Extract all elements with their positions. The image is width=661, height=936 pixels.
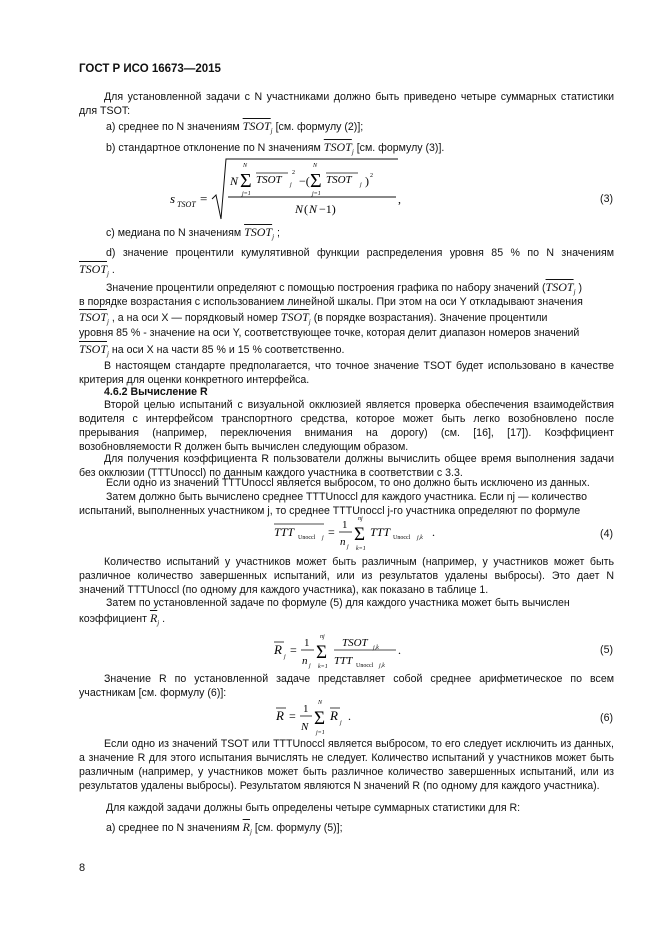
item-text: а) среднее по N значениям <box>106 121 240 133</box>
math-tsot-j: TSOT <box>280 310 309 324</box>
svg-text:.: . <box>348 709 351 723</box>
list-item-c: с) медиана по N значениям $TSOT_j$ ; <box>106 225 280 242</box>
svg-text:j: j <box>360 182 362 188</box>
math-tsot-j: TSOT <box>545 280 574 294</box>
svg-text:n: n <box>340 536 346 548</box>
svg-text:j: j <box>340 720 342 726</box>
svg-text:−(: −( <box>299 174 310 188</box>
item-ref: [см. формулу (5)]; <box>254 822 343 834</box>
svg-text:.: . <box>398 643 401 657</box>
svg-text:j=1: j=1 <box>316 730 325 736</box>
math-tsot-j: TSOT <box>79 310 108 324</box>
paragraph-summary-stats <box>79 90 614 118</box>
paragraph-percentile-line-5: $TSOT_j$ на оси X на части 85 % и 15 % соответственно. <box>79 342 345 359</box>
svg-text:R: R <box>274 642 282 657</box>
paragraph-percentile-line-4: уровня 85 % - значение на оси Y, соответствующее точке, которая делит диапазон номеров значений <box>79 327 580 339</box>
formula-6 <box>274 696 364 740</box>
item-text: с) медиана по N значениям <box>106 227 242 239</box>
list-item-d-cont: $TSOT_j$ . <box>79 262 115 279</box>
svg-text:Σ: Σ <box>354 524 366 545</box>
svg-text:TTT: TTT <box>334 655 353 667</box>
svg-text:Unoccl: Unoccl <box>356 663 374 669</box>
svg-text:j=1: j=1 <box>312 191 321 197</box>
paragraph-count: Количество испытаний у участников может быть различным (например, у участников может быть различное количество завершенных испытаний, или из результатов удалены выбросы). Это дает N значений TTTUnoccl (по одному для каждого участника), как показано в таблице 1. <box>79 556 614 596</box>
paragraph-exclusion: Если одно из значений TSOT или TTTUnoccl является выбросом, то его следует исключить из данных, а значение R для этого испытания вычислять не следует. Количество испытаний у участников может быть различным (например, у участников может быть различное количество завершенных испытаний, или из результатов удалены выбросы). Результатом являются N значений R (по одному для каждого участника). <box>79 738 614 792</box>
text: на оси X на части 85 % и 15 % соответственно. <box>111 344 345 356</box>
svg-text:j: j <box>309 663 311 669</box>
svg-text:1: 1 <box>303 703 309 715</box>
svg-text:2: 2 <box>370 173 373 179</box>
svg-text:Σ: Σ <box>310 170 322 192</box>
list-item-a-r: а) среднее по N значениям $\overline{R}_j$ [см. формулу (5)]; <box>106 820 343 837</box>
svg-text:=: = <box>289 709 296 723</box>
paragraph-four-stats: Для каждой задачи должны быть определены четыре суммарных статистики для R: <box>106 802 521 814</box>
text: Значение процентили определяют с помощью построения графика по набору значений ( <box>106 282 546 294</box>
equation-number-3: (3) <box>600 193 613 205</box>
math-tsot-j: TSOT <box>323 140 352 154</box>
svg-text:Σ: Σ <box>314 708 326 729</box>
svg-text:N: N <box>230 174 239 188</box>
item-ref: [см. формулу (2)]; <box>275 121 364 133</box>
svg-text:Unoccl: Unoccl <box>393 535 411 541</box>
item-text: а) среднее по N значениям <box>106 822 240 834</box>
svg-text:=: = <box>200 191 208 206</box>
svg-text:−1): −1) <box>319 202 336 216</box>
svg-text:=: = <box>328 525 335 539</box>
svg-text:j,k: j,k <box>417 535 423 541</box>
math-tsot-j: TSOT <box>244 225 273 239</box>
paragraph-outlier: Если одно из значений TTTUnoccl является выбросом, то оно должно быть исключено из данных. <box>106 477 590 489</box>
paragraph-task-line-2: коэффициент $\overline{R}_j$ . <box>79 611 166 628</box>
math-tsot-j: TSOT <box>79 262 108 276</box>
svg-text:N: N <box>243 163 248 169</box>
svg-text:TSOT: TSOT <box>342 637 368 649</box>
svg-text:j,k: j,k <box>379 663 385 669</box>
svg-text:=: = <box>290 643 297 657</box>
paragraph-mean-line-1: Затем должно быть вычислено среднее TTTUnoccl для каждого участника. Если nj — количество <box>106 491 587 503</box>
svg-text:R: R <box>276 708 284 723</box>
svg-text:N: N <box>309 202 318 216</box>
item-ref: [см. формулу (3)]. <box>356 142 445 154</box>
paragraph-text: Для установленной задачи с N участниками должно быть приведено четыре суммарных статистики для TSOT: <box>79 91 614 117</box>
svg-text:.: . <box>432 525 435 539</box>
svg-text:Σ: Σ <box>240 170 252 192</box>
svg-text:N: N <box>295 202 304 216</box>
paragraph-goal: Второй целью испытаний с визуальной окклюзией является проверка обеспечения взаимодействия водителя с интерфейсом транспортного средства, которое может быть легко возобновлено после прерывания (например, переключения внимания на дорогу) (см. [16], [17]). Коэффициент возобновляемости R должен быть вычислен следующим образом. <box>79 399 614 453</box>
svg-text:N: N <box>301 721 309 733</box>
list-item-d <box>106 247 614 260</box>
equation-number-4: (4) <box>600 528 613 540</box>
svg-text:(: ( <box>304 202 308 216</box>
svg-text:k=1: k=1 <box>356 546 366 552</box>
svg-text:TSOT: TSOT <box>326 174 352 186</box>
page-number: 8 <box>79 862 86 874</box>
paragraph-coefficient: Для получения коэффициента R пользователи должны вычислить общее время выполнения задачи без окклюзии (TTTUnoccl) по данным каждого участника в соответствии с 3.3. <box>79 453 614 479</box>
svg-text:nj: nj <box>358 516 363 522</box>
svg-text:N: N <box>318 700 323 706</box>
svg-text:): ) <box>365 174 369 188</box>
math-tsot-j: TSOT <box>79 342 108 356</box>
document-header: ГОСТ Р ИСО 16673—2015 <box>79 63 221 75</box>
formula-5 <box>272 628 412 676</box>
text: коэффициент <box>79 613 147 625</box>
paragraph-mean-line-2: испытаний, выполненных участником j, то среднее TTTUnoccl j-го участника определяют по формуле <box>79 505 581 517</box>
svg-text:j: j <box>284 654 286 660</box>
svg-text:s: s <box>170 191 176 206</box>
svg-text:nj: nj <box>320 634 325 640</box>
section-heading-4-6-2: 4.6.2 Вычисление R <box>104 386 208 398</box>
math-r-j: $\overline{R}$ <box>149 611 158 625</box>
paragraph-task-line-1: Затем по установленной задаче по формуле (5) для каждого участника может быть вычислен <box>106 597 570 609</box>
math-r-j: $\overline{R}$ <box>242 820 250 834</box>
svg-text:j=1: j=1 <box>242 191 251 197</box>
svg-text:n: n <box>302 655 308 667</box>
text: , а на оси X — порядковый номер <box>111 312 278 324</box>
svg-text:2: 2 <box>292 170 295 176</box>
svg-text:TSOT: TSOT <box>256 174 282 186</box>
equation-number-6: (6) <box>600 712 613 724</box>
svg-text:j: j <box>347 544 349 550</box>
svg-text:TTT: TTT <box>274 525 295 539</box>
svg-text:Unoccl: Unoccl <box>298 535 316 541</box>
math-tsot-j: TSOT <box>242 119 271 133</box>
svg-text:TTT: TTT <box>370 525 391 539</box>
paragraph-percentile-line-1: Значение процентили определяют с помощью построения графика по набору значений ($TSOT_j$ ) <box>106 280 582 297</box>
paragraph-percentile-line-2: в порядке возрастания с использованием линейной шкалы. При этом на оси Y откладывают значения <box>79 296 583 308</box>
svg-text:1: 1 <box>304 637 310 649</box>
svg-text:N: N <box>313 163 318 169</box>
svg-text:TSOT: TSOT <box>177 200 196 209</box>
formula-3 <box>160 155 420 223</box>
formula-4 <box>272 512 452 554</box>
list-item-a: а) среднее по N значениям $TSOT_j$ [см. формулу (2)]; <box>106 119 364 136</box>
paragraph-standard: В настоящем стандарте предполагается, что точное значение TSOT будет использовано в качестве критерия для оценки конкретного интерфейса. <box>79 360 614 386</box>
svg-text:Σ: Σ <box>316 642 328 663</box>
svg-text:R: R <box>330 708 338 723</box>
svg-text:j: j <box>290 182 292 188</box>
item-text: d) значение процентили кумулятивной функции распределения уровня 85 % по N значениям <box>106 247 614 259</box>
svg-text:,: , <box>398 192 401 206</box>
svg-text:k=1: k=1 <box>318 664 328 670</box>
paragraph-percentile-line-3: $TSOT_j$ , а на оси X — порядковый номер $TSOT_j$ (в порядке возрастания). Значение процентили <box>79 310 548 327</box>
text: (в порядке возрастания). Значение процентили <box>313 312 548 324</box>
svg-text:j,k: j,k <box>373 645 379 651</box>
list-item-b: b) стандартное отклонение по N значениям $TSOT_j$ [см. формулу (3)]. <box>106 140 445 157</box>
item-text: b) стандартное отклонение по N значениям <box>106 142 321 154</box>
svg-text:j: j <box>322 535 324 541</box>
svg-text:1: 1 <box>342 519 348 531</box>
paragraph-mean-r: Значение R по установленной задаче представляет собой среднее арифметическое по всем участникам [см. формулу (6)]: <box>79 673 614 699</box>
equation-number-5: (5) <box>600 644 613 656</box>
